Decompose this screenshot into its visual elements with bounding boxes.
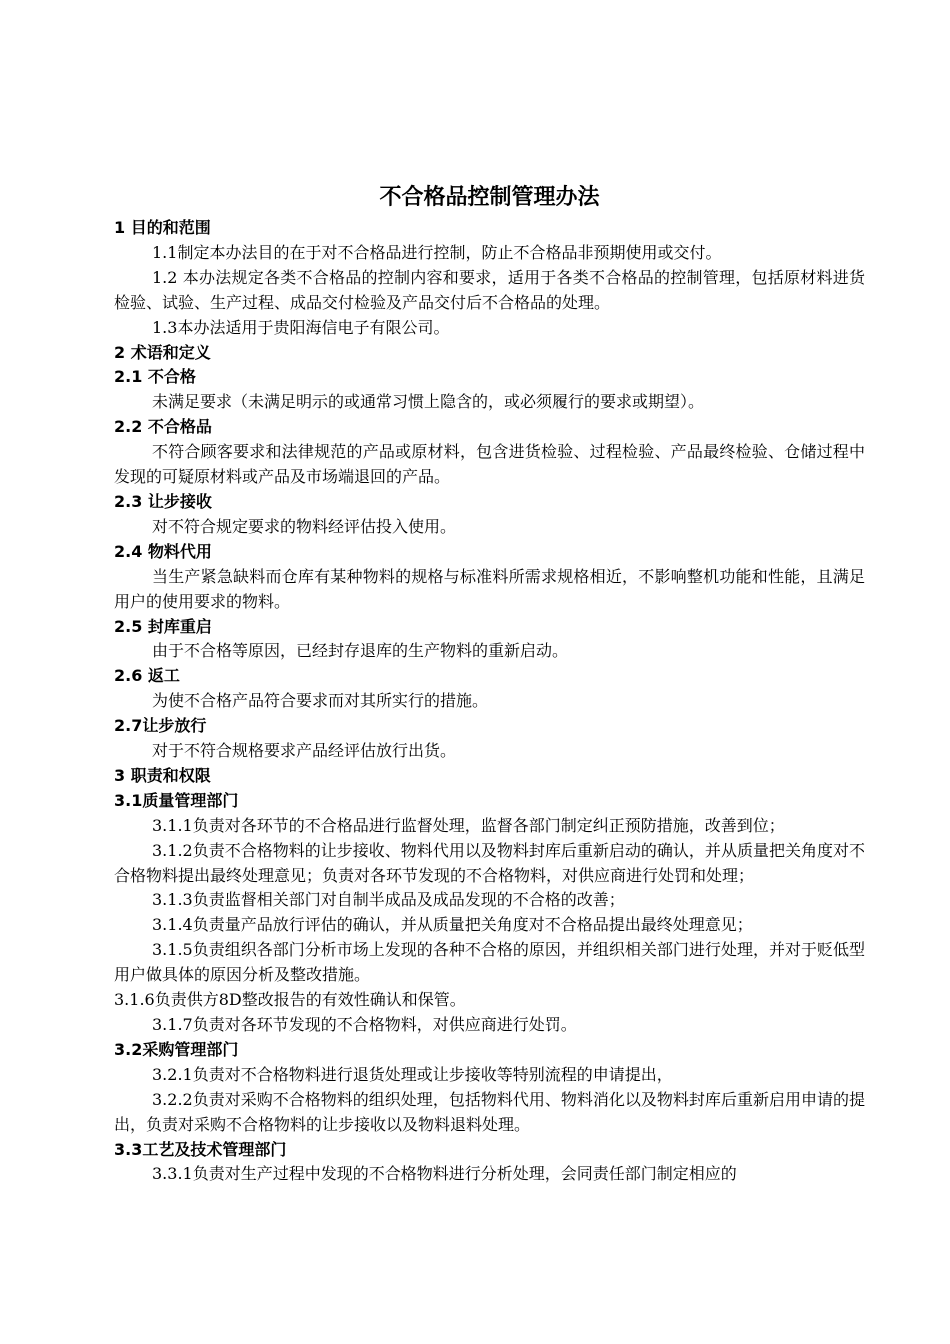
paragraph: 3.1.6负责供方8D整改报告的有效性确认和保管。 [114,990,466,1010]
paragraph: 3.1.3负责监督相关部门对自制半成品及成品发现的不合格的改善； [152,890,625,910]
section-heading: 2.6 返工 [114,666,180,686]
section-heading: 3.1质量管理部门 [114,790,239,810]
section-heading: 1 目的和范围 [114,218,211,237]
paragraph: 不符合顾客要求和法律规范的产品或原材料，包含进货检验、过程检验、产品最终检验、仓储过程中发现的可疑原材料或产品及市场端退回的产品。 [114,442,865,487]
section-heading: 3 职责和权限 [114,765,211,785]
section-heading: 3.2采购管理部门 [114,1039,239,1059]
paragraph: 3.1.5负责组织各部门分析市场上发现的各种不合格的原因，并组织相关部门进行处理，并对于贬低型用户做具体的原因分析及整改措施。 [114,940,865,985]
paragraph: 1.1制定本办法目的在于对不合格品进行控制，防止不合格品非预期使用或交付。 [152,242,722,262]
paragraph: 3.1.1负责对各环节的不合格品进行监督处理，监督各部门制定纠正预防措施，改善到位； [152,815,785,835]
paragraph: 3.1.2负责不合格物料的让步接收、物料代用以及物料封库后重新启动的确认，并从质量把关角度对不合格物料提出最终处理意见；负责对各环节发现的不合格物料，对供应商进行处罚和处理； [114,840,865,885]
section-heading: 2.5 封库重启 [114,616,212,636]
paragraph: 未满足要求（未满足明示的或通常习惯上隐含的，或必须履行的要求或期望）。 [152,392,705,412]
section-heading: 2 术语和定义 [114,342,211,362]
paragraph: 为使不合格产品符合要求而对其所实行的措施。 [152,691,489,711]
paragraph: 3.3.1负责对生产过程中发现的不合格物料进行分析处理，会同责任部门制定相应的 [152,1164,737,1184]
section-heading: 3.3工艺及技术管理部门 [114,1139,287,1159]
paragraph: 对于不符合规格要求产品经评估放行出货。 [152,741,457,761]
paragraph: 3.1.7负责对各环节发现的不合格物料，对供应商进行处罚。 [152,1015,577,1034]
paragraph: 1.2 本办法规定各类不合格品的控制内容和要求，适用于各类不合格品的控制管理，包括原材料进货检验、试验、生产过程、成品交付检验及产品交付后不合格品的处理。 [114,267,865,312]
document-body [114,216,865,1187]
paragraph: 对不符合规定要求的物料经评估投入使用。 [152,516,457,536]
section-heading: 2.3 让步接收 [114,491,212,511]
paragraph: 当生产紧急缺料而仓库有某种物料的规格与标准料所需求规格相近，不影响整机功能和性能，且满足用户的使用要求的物料。 [114,566,865,611]
section-heading: 2.4 物料代用 [114,541,212,561]
section-heading: 2.1 不合格 [114,367,196,387]
paragraph: 3.2.2负责对采购不合格物料的组织处理，包括物料代用、物料消化以及物料封库后重新启用申请的提出，负责对采购不合格物料的让步接收以及物料退料处理。 [114,1089,865,1134]
section-heading: 2.7让步放行 [114,716,207,736]
paragraph: 3.2.1负责对不合格物料进行退货处理或让步接收等特别流程的申请提出， [152,1064,673,1084]
section-heading: 2.2 不合格品 [114,417,212,437]
paragraph: 1.3本办法适用于贵阳海信电子有限公司。 [152,317,450,337]
paragraph: 3.1.4负责量产品放行评估的确认，并从质量把关角度对不合格品提出最终处理意见； [152,915,753,935]
page-title: 不合格品控制管理办法 [379,185,600,210]
paragraph: 由于不合格等原因，已经封存退库的生产物料的重新启动。 [152,641,569,661]
